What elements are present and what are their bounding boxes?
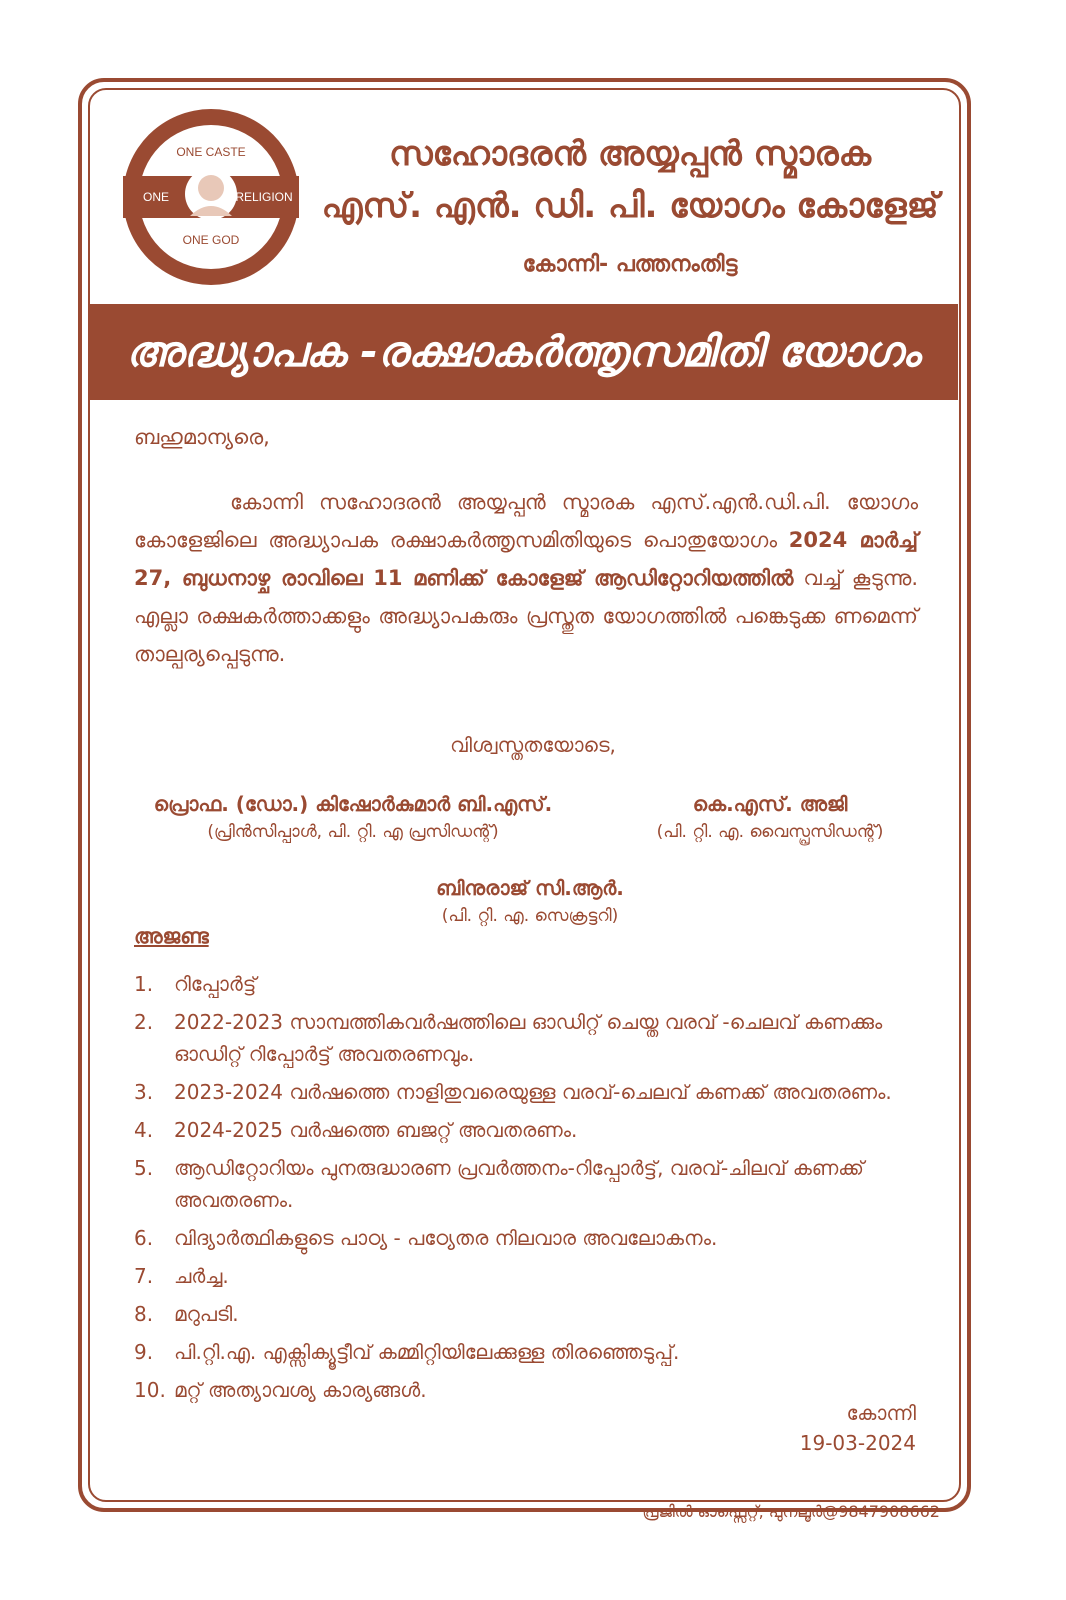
agenda-item-number: 1. (134, 972, 154, 996)
meeting-title-banner (88, 304, 958, 400)
agenda-item (134, 1006, 918, 1070)
agenda-item-text: വിദ്യാർത്ഥികളുടെ പാഠ്യ - പഠ്യേതര നിലവാര അവലോകനം. (174, 1226, 718, 1250)
logo-text-left: ONE (142, 190, 170, 204)
agenda-item-number: 8. (134, 1302, 154, 1326)
college-location: കോന്നി- പത്തനംതിട്ട (522, 252, 738, 277)
logo-text-right: RELIGION (235, 190, 293, 204)
agenda-item-text: ചർച്ച. (174, 1264, 229, 1288)
agenda-item (134, 1114, 918, 1146)
agenda-item-text: മറ്റ് അത്യാവശ്യ കാര്യങ്ങൾ. (174, 1378, 427, 1402)
agenda-item-text: 2022-2023 സാമ്പത്തികവർഷത്തിലെ ഓഡിറ്റ് ചെയ്ത വരവ് -ചെലവ് കണക്കും ഓഡിറ്റ് റിപ്പോർട്ട് അവതരണവും. (174, 1010, 883, 1066)
college-name-line2: എസ്. എൻ. ഡി. പി. യോഗം കോളേജ് (321, 186, 939, 226)
logo-text-bottom: ONE GOD (182, 233, 240, 247)
signatory-name: പ്രൊഫ. (ഡോ.) കിഷോർകുമാർ ബി.എസ്. (153, 792, 553, 816)
agenda-item (134, 1222, 918, 1254)
agenda-item-text: 2024-2025 വർഷത്തെ ബജറ്റ് അവതരണം. (174, 1118, 578, 1142)
invitation-paragraph (134, 483, 918, 673)
date: 19-03-2024 (799, 1431, 916, 1455)
agenda-item-number: 5. (134, 1156, 154, 1180)
agenda-item-number: 4. (134, 1118, 154, 1142)
agenda-item (134, 1260, 918, 1292)
logo-text-top: ONE CASTE (176, 145, 246, 159)
agenda-item-text: ആഡിറ്റോറിയം പുനരുദ്ധാരണ പ്രവർത്തനം-റിപ്പോർട്ട്, വരവ്-ചിലവ് കണക്ക് അവതരണം. (174, 1156, 864, 1212)
signatory-principal (118, 792, 588, 842)
college-name-line1: സഹോദരൻ അയ്യപ്പൻ സ്മാരക (388, 134, 872, 174)
agenda-item (134, 1152, 918, 1216)
signatory-role: (പ്രിൻസിപ്പാൾ, പി. റ്റി. എ പ്രസിഡന്റ്) (207, 822, 499, 842)
agenda-item-number: 2. (134, 1010, 154, 1034)
college-logo (118, 104, 304, 290)
agenda-item-number: 9. (134, 1340, 154, 1364)
paragraph-bold: 2024 മാർച്ച് 27, ബുധനാഴ്ച രാവിലെ 11 മണിക്ക് കോളേജ് ആഡിറ്റോറിയത്തിൽ (134, 528, 918, 590)
agenda-item-number: 10. (134, 1378, 166, 1402)
place: കോന്നി (846, 1401, 916, 1425)
agenda-item (134, 1076, 918, 1108)
agenda-item-number: 3. (134, 1080, 154, 1104)
signatory-role: (പി. റ്റി. എ. വൈസ്പ്രസിഡന്റ്) (656, 822, 884, 842)
place-date-block (750, 1398, 916, 1458)
signatory-role: (പി. റ്റി. എ. സെക്രട്ടറി) (441, 906, 619, 926)
agenda-list (134, 968, 918, 1412)
agenda-item (134, 968, 918, 1000)
agenda-item (134, 1298, 918, 1330)
agenda-title: അജണ്ട (134, 924, 209, 948)
signatory-vice-president (620, 792, 920, 842)
agenda-item-text: റിപ്പോർട്ട് (174, 972, 257, 996)
agenda-item-number: 7. (134, 1264, 154, 1288)
signatory-name: ബിനുരാജ് സി.ആർ. (436, 876, 624, 900)
agenda-item (134, 1336, 918, 1368)
closing-line: വിശ്വസ്തതയോടെ, (450, 733, 616, 757)
agenda-item-text: മറുപടി. (174, 1302, 239, 1326)
agenda-item-text: പി.റ്റി.എ. എക്സിക്യൂട്ടീവ് കമ്മിറ്റിയിലേക്കുള്ള തിരഞ്ഞെടുപ്പ്. (174, 1340, 680, 1364)
signatory-secretary (370, 876, 690, 926)
signatory-name: കെ.എസ്. അജി (692, 792, 848, 816)
meeting-title: അദ്ധ്യാപക -രക്ഷാകർത്തൃസമിതി യോഗം (126, 327, 920, 376)
agenda-item-text: 2023-2024 വർഷത്തെ നാളിതുവരെയുള്ള വരവ്-ചെലവ് കണക്ക് അവതരണം. (174, 1080, 892, 1104)
printer-credit: പ്രജിൽ ഓഫ്സെറ്റ്, പുനലൂർ@9847908662 (642, 1502, 940, 1521)
paragraph-part2: വച്ച് കൂടുന്നു. എല്ലാ രക്ഷകർത്താക്കളും അദ്ധ്യാപകരും പ്രസ്തുത യോഗത്തിൽ പങ്കെടുക്ക ണമെന്ന് താല്പര്യപ്പെടുന്നു. (134, 566, 918, 666)
paragraph-part1: കോന്നി സഹോദരൻ അയ്യപ്പൻ സ്മാരക എസ്.എൻ.ഡി.പി. യോഗം കോളേജിലെ അദ്ധ്യാപക രക്ഷാകർത്തൃസമിതിയുടെ പൊതുയോഗം (134, 490, 918, 552)
agenda-item-number: 6. (134, 1226, 154, 1250)
salutation: ബഹുമാന്യരെ, (134, 425, 270, 449)
